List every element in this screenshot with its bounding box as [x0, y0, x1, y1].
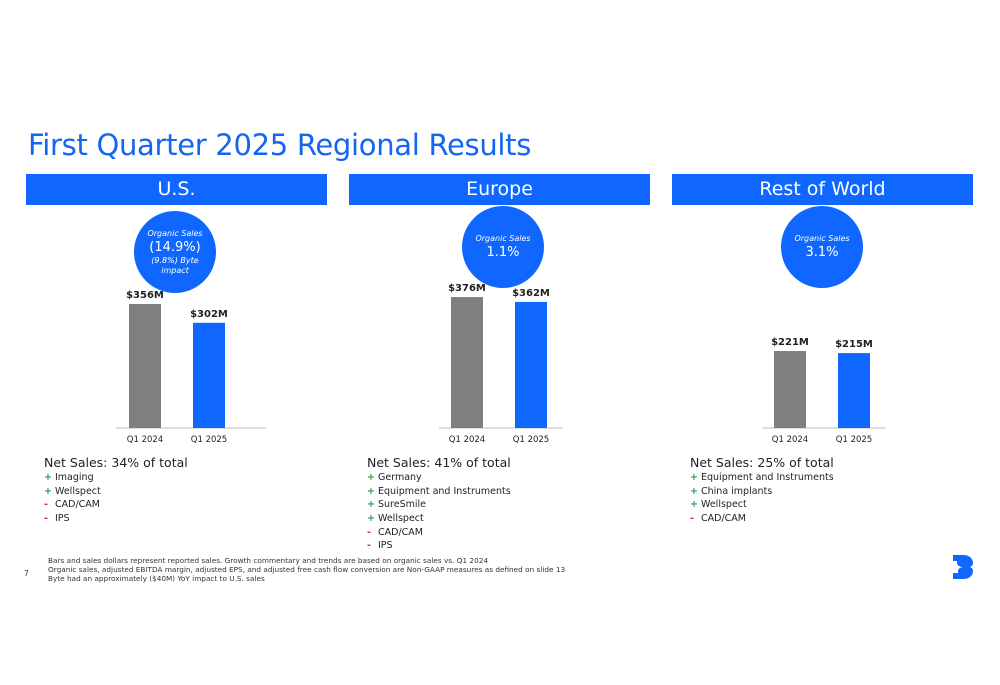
- driver-item: [44, 485, 101, 499]
- driver-label: China implants: [701, 485, 773, 497]
- badge-value: (14.9%): [149, 239, 201, 255]
- badge-label: Organic Sales: [794, 233, 850, 243]
- x-tick-label: Q1 2024: [126, 435, 164, 445]
- driver-label: Equipment and Instruments: [378, 485, 511, 497]
- plus-icon: +: [367, 499, 375, 511]
- driver-item: [367, 498, 511, 512]
- dentsply-sirona-logo-icon: [951, 554, 975, 580]
- page-title: First Quarter 2025 Regional Results: [28, 128, 532, 162]
- plus-icon: +: [690, 485, 698, 497]
- bar-q1-2024: [774, 351, 806, 428]
- driver-label: Germany: [378, 472, 422, 483]
- driver-label: Wellspect: [55, 485, 101, 497]
- footnote: Bars and sales dollars represent reported sales. Growth commentary and trends are based on organic sales vs. Q1 2024: [48, 556, 489, 565]
- driver-item: [44, 512, 101, 526]
- region-header: Europe: [349, 174, 650, 205]
- driver-item: [367, 526, 511, 540]
- net-sales-share: Net Sales: 41% of total: [367, 455, 511, 470]
- driver-item: [44, 498, 101, 512]
- driver-item: [690, 471, 834, 485]
- driver-label: IPS: [378, 540, 393, 552]
- driver-item: [690, 498, 834, 512]
- driver-label: CAD/CAM: [55, 499, 100, 511]
- bar-value-label: $376M: [448, 283, 486, 295]
- region-header: U.S.: [26, 174, 327, 205]
- minus-icon: -: [44, 499, 48, 511]
- driver-label: Equipment and Instruments: [701, 472, 834, 483]
- plus-icon: +: [44, 485, 52, 497]
- bar-value-label: $221M: [771, 337, 809, 349]
- bar-value-label: $302M: [190, 308, 228, 320]
- driver-label: Imaging: [55, 472, 94, 483]
- driver-item: [44, 471, 101, 485]
- minus-icon: -: [367, 526, 371, 538]
- badge-label: Organic Sales: [475, 233, 531, 243]
- driver-label: Wellspect: [378, 513, 424, 525]
- x-tick-label: Q1 2025: [190, 435, 228, 445]
- driver-item: [690, 512, 834, 526]
- driver-item: [367, 471, 511, 485]
- bar-value-label: $362M: [512, 287, 550, 299]
- bar-value-label: $215M: [835, 339, 873, 351]
- bar-q1-2025: [193, 323, 225, 428]
- badge-value: 1.1%: [486, 244, 520, 260]
- driver-list: [690, 471, 834, 526]
- driver-list: [44, 471, 101, 526]
- net-sales-bar-chart: [672, 264, 973, 449]
- driver-list: [367, 471, 511, 553]
- badge-value: 3.1%: [805, 244, 839, 260]
- driver-label: CAD/CAM: [378, 526, 423, 538]
- driver-item: [367, 512, 511, 526]
- footnotes: [48, 556, 565, 584]
- bar-value-label: $356M: [126, 290, 164, 301]
- plus-icon: +: [367, 485, 375, 497]
- driver-item: [367, 539, 511, 553]
- x-tick-label: Q1 2025: [512, 435, 550, 445]
- minus-icon: -: [367, 540, 371, 552]
- bar-q1-2024: [129, 304, 161, 428]
- region-panel-rest-of-world: [672, 174, 973, 644]
- net-sales-share: Net Sales: 25% of total: [690, 455, 834, 470]
- plus-icon: +: [44, 472, 52, 483]
- driver-label: SureSmile: [378, 499, 427, 511]
- bar-q1-2025: [838, 353, 870, 428]
- driver-label: Wellspect: [701, 499, 747, 511]
- minus-icon: -: [690, 513, 694, 525]
- plus-icon: +: [690, 472, 698, 483]
- x-tick-label: Q1 2025: [835, 435, 873, 445]
- plus-icon: +: [367, 472, 375, 483]
- page-number: 7: [24, 569, 29, 578]
- driver-item: [690, 485, 834, 499]
- driver-label: IPS: [55, 513, 70, 525]
- badge-note: (9.8%) Byte impact: [151, 255, 199, 275]
- bar-q1-2024: [451, 297, 483, 428]
- footnote: Organic sales, adjusted EBITDA margin, adjusted EPS, and adjusted free cash flow conversion are Non-GAAP measures as defined on slide 13: [48, 565, 566, 575]
- net-sales-bar-chart: [349, 264, 650, 449]
- badge-label: Organic Sales: [147, 228, 203, 238]
- x-tick-label: Q1 2024: [771, 435, 809, 445]
- x-tick-label: Q1 2024: [448, 435, 486, 445]
- net-sales-bar-chart: [26, 264, 327, 449]
- plus-icon: +: [690, 499, 698, 511]
- net-sales-share: Net Sales: 34% of total: [44, 455, 188, 470]
- minus-icon: -: [44, 513, 48, 525]
- footnote: Byte had an approximately ($40M) YoY impact to U.S. sales: [48, 574, 265, 584]
- driver-item: [367, 485, 511, 499]
- plus-icon: +: [367, 513, 375, 525]
- driver-label: CAD/CAM: [701, 513, 746, 525]
- region-header: Rest of World: [672, 174, 973, 205]
- bar-q1-2025: [515, 302, 547, 428]
